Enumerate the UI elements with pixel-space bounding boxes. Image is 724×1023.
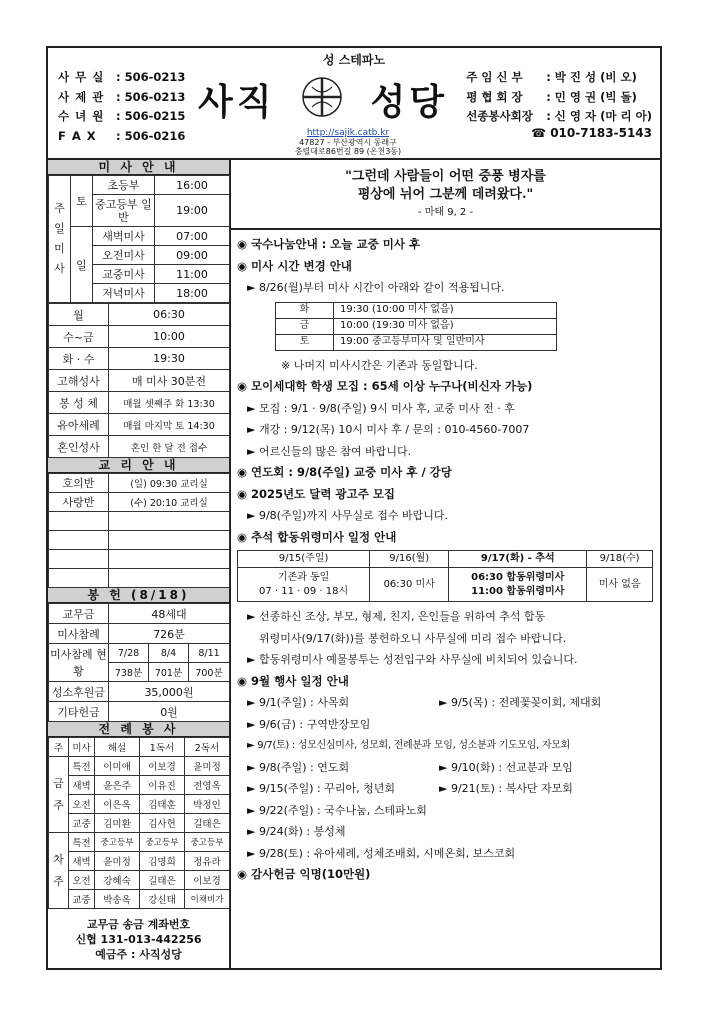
header — [48, 48, 660, 160]
memorial-date: 9/15(주일) — [238, 551, 370, 568]
change-day: 화 — [276, 302, 334, 318]
liturgy-head: 미사 — [69, 738, 95, 757]
offering-value: 0원 — [109, 702, 230, 722]
attendance-count: 738분 — [109, 663, 149, 682]
liturgy-reader: 김미환 — [95, 814, 140, 833]
parish-title — [198, 68, 448, 128]
mass-time: 07:00 — [155, 227, 230, 246]
staff-name: : 민 영 권 (빅 돌) — [546, 89, 637, 104]
offering-name: 성소후원금 — [49, 682, 109, 702]
attendance-date: 8/11 — [189, 644, 230, 663]
liturgy-reader: 김태훈 — [140, 795, 185, 814]
liturgy-reader: 이유진 — [140, 776, 185, 795]
weekday-time: 매월 마지막 토 14:30 — [109, 414, 230, 436]
mass-change-table — [275, 302, 557, 351]
memorial-text: 06:30 합동위령미사 — [471, 571, 565, 583]
liturgy-reader: 길태은 — [185, 814, 230, 833]
memorial-mass-table — [237, 550, 653, 602]
sunday-mass-label: 주일미사 — [49, 176, 71, 303]
notice-bullet: ► 선종하신 조상, 부모, 형제, 친지, 은인들을 위하여 추석 합동 — [247, 610, 546, 623]
liturgy-reader: 이보경 — [185, 871, 230, 890]
empty-cell — [109, 569, 230, 588]
mass-name: 초등부 — [93, 176, 155, 195]
attendance-date: 8/4 — [149, 644, 189, 663]
right-column — [231, 160, 660, 970]
empty-cell — [49, 550, 109, 569]
contact-value: : 506-0213 — [116, 70, 186, 84]
weekday-time: 매 미사 30분전 — [109, 370, 230, 392]
offering-name: 교무금 — [49, 604, 109, 624]
offering-value: 35,000원 — [109, 682, 230, 702]
class-time: (수) 20:10 교리실 — [109, 493, 230, 512]
liturgy-reader: 중고등부 — [95, 833, 140, 852]
address-line: 충렬대로86번길 89 (온천3동) — [294, 147, 402, 156]
quote-line: 평상에 뉘어 그분께 데려왔다." — [357, 187, 534, 202]
bulletin-page — [46, 46, 662, 970]
schedule-row — [237, 714, 660, 736]
empty-cell — [109, 512, 230, 531]
change-desc: 10:00 (19:30 미사 없음) — [334, 318, 557, 334]
contact-value: : 506-0216 — [116, 128, 186, 143]
schedule-item: ► 9/7(토) : 성모신심미사, 성모회, 전례분과 모임, 성소분과 기도모임, 자모회 — [247, 740, 570, 751]
attendance-label: 미사참례 현황 — [49, 644, 109, 682]
empty-cell — [49, 531, 109, 550]
change-day: 토 — [276, 334, 334, 350]
catechism-heading: 교 리 안 내 — [48, 458, 229, 473]
attendance-date: 7/28 — [109, 644, 149, 663]
attendance-count: 701분 — [149, 663, 189, 682]
schedule-item: ► 9/8(주일) : 연도회 — [247, 760, 350, 774]
notice-bullet: ► 어르신들의 많은 참여 바랍니다. — [247, 444, 412, 458]
staff-name: : 박 진 성 (비 오) — [546, 70, 637, 84]
liturgy-mass: 새벽 — [69, 776, 95, 795]
address-line: 47827 - 부산광역시 동래구 — [299, 138, 397, 147]
contact-label: 사 무 실 — [58, 70, 105, 84]
contact-label: 수 녀 원 — [58, 109, 105, 123]
offering-name: 미사참례 — [49, 624, 109, 644]
liturgy-mass: 교중 — [69, 814, 95, 833]
weekday-mass-table — [48, 303, 230, 458]
website-link[interactable]: http://sajik.catb.kr — [306, 128, 390, 138]
mass-name: 중고등부 일반 — [93, 195, 155, 227]
weekday-name: 월 — [49, 304, 109, 326]
schedule-item: ► 9/6(금) : 구역반장모임 — [247, 717, 371, 731]
notice-note: ※ 나머지 미사시간은 기존과 동일합니다. — [281, 358, 478, 372]
liturgy-head: 주 — [49, 738, 69, 757]
empty-cell — [109, 550, 230, 569]
schedule-item: ► 9/15(주일) : 꾸리아, 청년회 — [247, 782, 395, 795]
schedule-item: ► 9/22(주일) : 국수나눔, 스테파노회 — [247, 803, 427, 817]
phone-number: ☎ 010-7183-5143 — [531, 126, 652, 140]
offering-table — [48, 603, 230, 722]
mass-name: 새벽미사 — [93, 227, 155, 246]
schedule-row — [237, 778, 660, 800]
liturgy-reader: 박송옥 — [95, 890, 140, 909]
staff-role: 선종봉사회장 — [466, 109, 533, 123]
schedule-row — [237, 692, 660, 714]
memorial-text: 07 · 11 · 09 · 18시 — [259, 585, 349, 597]
empty-cell — [49, 569, 109, 588]
account-number: 신협 131-013-442256 — [75, 933, 202, 946]
schedule-item: ► 9/21(토) : 복사단 자모회 — [439, 782, 573, 795]
notice-heading: ◉ 연도회 : 9/8(주일) 교중 미사 후 / 강당 — [237, 465, 452, 479]
mass-name: 저녁미사 — [93, 284, 155, 303]
liturgy-mass: 새벽 — [69, 852, 95, 871]
weekday-name: 혼인성사 — [49, 436, 109, 458]
mass-time: 19:00 — [155, 195, 230, 227]
memorial-cell — [238, 568, 370, 602]
this-week-label: 금주 — [49, 757, 69, 833]
weekday-name: 유아세례 — [49, 414, 109, 436]
notice-bullet-cont: 위령미사(9/17(화))를 봉헌하오니 사무실에 미리 접수 바랍니다. — [259, 631, 567, 645]
contact-label: 사 제 관 — [58, 89, 105, 104]
liturgy-reader: 김사헌 — [140, 814, 185, 833]
weekday-name: 수~금 — [49, 326, 109, 348]
scripture-quote — [231, 160, 660, 230]
notice-heading: ◉ 추석 합동위령미사 일정 안내 — [237, 529, 397, 544]
liturgy-reader: 강신태 — [140, 890, 185, 909]
memorial-cell — [449, 568, 587, 602]
catechism-table — [48, 473, 230, 588]
notice-heading: ◉ 국수나눔안내 : 오늘 교중 미사 후 — [237, 237, 421, 251]
notice-bullet: ► 8/26(월)부터 미사 시간이 아래와 같이 적용됩니다. — [247, 281, 505, 294]
liturgy-reader: 윤미정 — [185, 757, 230, 776]
account-holder: 예금주 : 사직성당 — [95, 948, 182, 961]
memorial-cell: 미사 없음 — [587, 568, 653, 602]
liturgy-reader: 김명희 — [140, 852, 185, 871]
mass-time: 09:00 — [155, 246, 230, 265]
mass-name: 교중미사 — [93, 265, 155, 284]
account-info — [48, 909, 229, 962]
class-time: (일) 09:30 교리실 — [109, 474, 230, 493]
offering-heading: 봉 헌 (8/18) — [48, 588, 229, 603]
notice-heading: ◉ 모이세대학 학생 모집 : 65세 이상 누구나(비신자 가능) — [237, 379, 533, 393]
class-name: 호의반 — [49, 474, 109, 493]
notice-heading: ◉ 미사 시간 변경 안내 — [237, 258, 352, 273]
left-column — [48, 160, 231, 970]
schedule-item: ► 9/10(화) : 선교분과 모임 — [439, 760, 573, 774]
memorial-text: 11:00 합동위령미사 — [471, 585, 565, 597]
quote-source: - 마태 9, 2 - — [417, 207, 474, 218]
staff-role: 평 협 회 장 — [466, 89, 523, 104]
liturgy-reader: 이채비가 — [185, 890, 230, 909]
contact-value: : 506-0215 — [116, 109, 186, 123]
quote-line: "그런데 사람들이 어떤 중풍 병자를 — [345, 169, 546, 184]
liturgy-table — [48, 737, 230, 909]
liturgy-reader: 윤미정 — [95, 852, 140, 871]
staff-role: 주 임 신 부 — [466, 70, 523, 84]
liturgy-reader: 길태은 — [140, 871, 185, 890]
memorial-text: 기존과 동일 — [277, 571, 330, 583]
weekday-time: 19:30 — [109, 348, 230, 370]
empty-cell — [109, 531, 230, 550]
account-title: 교무금 송금 계좌번호 — [86, 918, 191, 931]
address — [248, 138, 448, 156]
liturgy-mass: 오전 — [69, 871, 95, 890]
weekday-time: 10:00 — [109, 326, 230, 348]
weekday-name: 고해성사 — [49, 370, 109, 392]
change-day: 금 — [276, 318, 334, 334]
sunday-label: 일 — [71, 227, 93, 303]
liturgy-reader: 전영옥 — [185, 776, 230, 795]
liturgy-reader: 중고등부 — [185, 833, 230, 852]
mass-name: 오전미사 — [93, 246, 155, 265]
contact-value: : 506-0213 — [116, 89, 186, 104]
mass-table — [48, 175, 230, 303]
liturgy-head: 2독서 — [185, 738, 230, 757]
liturgy-reader: 이은옥 — [95, 795, 140, 814]
notices — [231, 230, 660, 886]
liturgy-reader: 이미애 — [95, 757, 140, 776]
mass-guide-heading: 미 사 안 내 — [48, 160, 229, 175]
notice-heading: ◉ 감사헌금 익명(10만원) — [237, 867, 371, 881]
schedule-item: ► 9/1(주일) : 사목회 — [247, 696, 350, 709]
liturgy-head: 해설 — [95, 738, 140, 757]
notice-bullet: ► 9/8(주일)까지 사무실로 접수 바랍니다. — [247, 509, 448, 522]
liturgy-heading: 전 례 봉 사 — [48, 722, 229, 737]
notice-bullet: ► 모집 : 9/1 · 9/8(주일) 9시 미사 후, 교중 미사 전 · 후 — [247, 401, 515, 415]
parish-subtitle: 성 스테파노 — [322, 53, 386, 67]
liturgy-mass: 오전 — [69, 795, 95, 814]
mass-time: 16:00 — [155, 176, 230, 195]
schedule-row — [237, 757, 660, 779]
offering-value: 48세대 — [109, 604, 230, 624]
empty-cell — [49, 512, 109, 531]
next-week-label: 차주 — [49, 833, 69, 909]
attendance-count: 700분 — [189, 663, 230, 682]
liturgy-mass: 특전 — [69, 833, 95, 852]
schedule-item: ► 9/28(토) : 유아세례, 성체조배회, 시메온회, 보스코회 — [247, 846, 516, 860]
schedule-item: ► 9/24(화) : 봉성체 — [247, 825, 346, 838]
liturgy-reader: 강혜숙 — [95, 871, 140, 890]
weekday-time: 혼인 한 달 전 접수 — [109, 436, 230, 458]
liturgy-reader: 박정인 — [185, 795, 230, 814]
notice-bullet: ► 합동위령미사 예물봉투는 성전입구와 사무실에 비치되어 있습니다. — [247, 653, 578, 666]
weekday-name: 봉 성 체 — [49, 392, 109, 414]
liturgy-mass: 특전 — [69, 757, 95, 776]
liturgy-reader: 정유라 — [185, 852, 230, 871]
mass-time: 11:00 — [155, 265, 230, 284]
memorial-date: 9/18(수) — [587, 551, 653, 568]
notice-heading: ◉ 9월 행사 일정 안내 — [237, 673, 349, 688]
office-contacts — [58, 68, 185, 146]
contact-label: F A X — [58, 128, 97, 143]
notice-bullet: ► 개강 : 9/12(목) 10시 미사 후 / 문의 : 010-4560-7007 — [247, 423, 530, 436]
notice-heading: ◉ 2025년도 달력 광고주 모집 — [237, 486, 396, 501]
cross-emblem-icon — [300, 75, 344, 119]
memorial-cell: 06:30 미사 — [370, 568, 449, 602]
staff-contacts — [466, 68, 652, 127]
memorial-date: 9/16(월) — [370, 551, 449, 568]
liturgy-reader: 이보경 — [140, 757, 185, 776]
offering-value: 726분 — [109, 624, 230, 644]
liturgy-mass: 교중 — [69, 890, 95, 909]
liturgy-reader: 윤은주 — [95, 776, 140, 795]
offering-name: 기타헌금 — [49, 702, 109, 722]
schedule-item: ► 9/5(목) : 전례꽃꽂이회, 제대회 — [439, 696, 602, 709]
change-desc: 19:00 중고등부미사 및 일반미사 — [334, 334, 557, 350]
title-right: 성당 — [370, 82, 448, 123]
liturgy-reader: 중고등부 — [140, 833, 185, 852]
title-left: 사직 — [198, 82, 276, 123]
memorial-date: 9/17(화) - 추석 — [449, 551, 587, 568]
weekday-time: 06:30 — [109, 304, 230, 326]
mass-time: 18:00 — [155, 284, 230, 303]
class-name: 사랑반 — [49, 493, 109, 512]
weekday-time: 매월 셋째주 화 13:30 — [109, 392, 230, 414]
staff-name: : 신 영 자 (마 리 아) — [546, 109, 652, 123]
change-desc: 19:30 (10:00 미사 없음) — [334, 302, 557, 318]
saturday-label: 토 — [71, 176, 93, 227]
weekday-name: 화 · 수 — [49, 348, 109, 370]
liturgy-head: 1독서 — [140, 738, 185, 757]
